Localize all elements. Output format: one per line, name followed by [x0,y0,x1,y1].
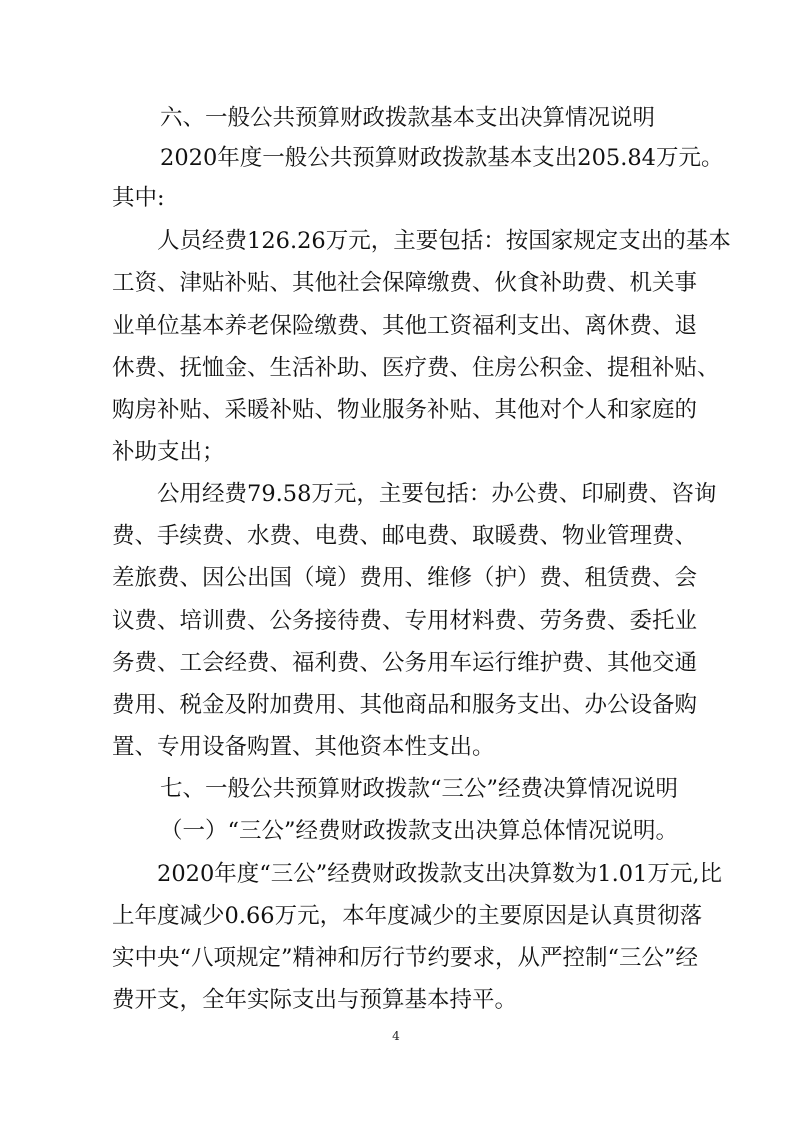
public-expense-line-6: 费用、税金及附加费用、其他商品和服务支出、办公设备购 [112,692,698,718]
three-public-paragraph-line-3: 实中央“八项规定”精神和厉行节约要求，从严控制“三公”经 [112,945,699,971]
three-public-paragraph-line-1: 2020年度“三公”经费财政拨款支出决算数为1.01万元,比 [157,861,723,887]
personnel-expense-line-4: 休费、抚恤金、生活补助、医疗费、住房公积金、提租补贴、 [112,355,720,381]
summary-continuation: 其中: [112,185,165,211]
section-seven-heading: 七、一般公共预算财政拨款“三公”经费决算情况说明 [160,776,679,802]
public-expense-line-7: 置、专用设备购置、其他资本性支出。 [112,734,495,760]
public-expense-line-4: 议费、培训费、公务接待费、专用材料费、劳务费、委托业 [112,608,698,634]
public-expense-line-5: 务费、工会经费、福利费、公务用车运行维护费、其他交通 [112,650,698,676]
public-expense-line-3: 差旅费、因公出国（境）费用、维修（护）费、租赁费、会 [112,565,698,591]
personnel-expense-line-5: 购房补贴、采暖补贴、物业服务补贴、其他对个人和家庭的 [112,397,698,423]
public-expense-line-1: 公用经费79.58万元，主要包括：办公费、印刷费、咨询 [157,481,717,507]
basic-expenditure-summary: 2020年度一般公共预算财政拨款基本支出205.84万元。 [160,145,724,171]
personnel-expense-line-6: 补助支出； [112,439,225,465]
public-expense-line-2: 费、手续费、水费、电费、邮电费、取暖费、物业管理费、 [112,523,698,549]
three-public-overview-heading: （一）“三公”经费财政拨款支出决算总体情况说明。 [160,818,679,844]
section-six-heading: 六、一般公共预算财政拨款基本支出决算情况说明 [160,105,656,131]
three-public-paragraph-line-4: 费开支，全年实际支出与预算基本持平。 [112,987,518,1013]
personnel-expense-line-1: 人员经费126.26万元，主要包括：按国家规定支出的基本 [157,228,731,254]
personnel-expense-line-2: 工资、津贴补贴、其他社会保障缴费、伙食补助费、机关事 [112,270,698,296]
three-public-paragraph-line-2: 上年度减少0.66万元，本年度减少的主要原因是认真贯彻落 [112,903,703,929]
page-number: 4 [392,1029,400,1043]
personnel-expense-line-3: 业单位基本养老保险缴费、其他工资福利支出、离休费、退 [112,313,698,339]
